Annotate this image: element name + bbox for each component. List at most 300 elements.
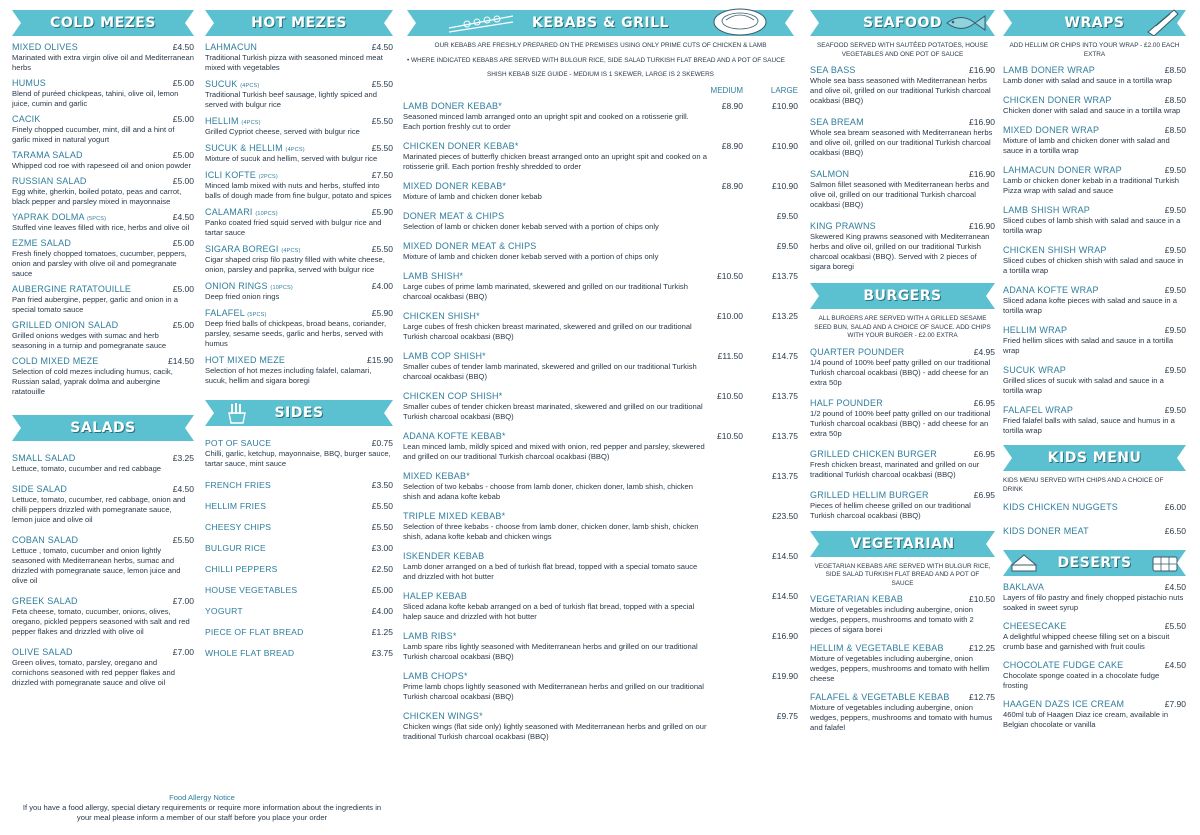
menu-item-row <box>205 116 393 126</box>
baklava-icon <box>1150 551 1180 575</box>
kebab-item <box>403 511 798 542</box>
item-name-text: MIXED OLIVES <box>12 42 78 52</box>
menu-item-description: Deep fried balls of chickpeas, broad beans, coriander, parsley, sesame seeds, garlic and herbs, served with humus <box>205 319 387 348</box>
seafood-banner <box>810 10 995 36</box>
kebab-item-description: Smaller cubes of tender chicken breast marinated, skewered and grilled on our traditional Turkish charcoal ocakbasi (BBQ) <box>403 401 703 421</box>
item-quantity: (2PCS) <box>258 174 278 180</box>
menu-item-price: £9.50 <box>1164 285 1186 295</box>
item-name-text: HELLIM & VEGETABLE KEBAB <box>810 643 944 653</box>
cold-mezes-title: COLD MEZES <box>50 15 156 31</box>
menu-item <box>810 65 995 106</box>
menu-item-description: Fried falafel balls with salad, sauce and humus in a tortilla wrap <box>1003 416 1175 435</box>
wraps-list <box>1003 65 1186 436</box>
item-name-text: COBAN SALAD <box>12 535 79 545</box>
kebab-item-row <box>403 211 798 221</box>
wraps-title: WRAPS <box>1064 15 1125 31</box>
menu-item-row <box>810 643 995 653</box>
menu-item <box>1003 405 1186 436</box>
item-name-text: FRENCH FRIES <box>205 480 271 490</box>
menu-item-row <box>810 594 995 604</box>
menu-item-description: Feta cheese, tomato, cucumber, onions, olives, oregano, pickled peppers seasoned with salt and red pepper flakes and drizzled with olive oil <box>12 607 190 636</box>
menu-item-price: £9.50 <box>1164 245 1186 255</box>
kebab-item-row <box>403 101 798 111</box>
menu-item-price: £9.50 <box>1164 325 1186 335</box>
menu-item-name <box>12 453 75 463</box>
menu-item-description: Panko coated fried squid served with bulgur rice and tartar sauce <box>205 218 382 237</box>
menu-item-price: £5.50 <box>371 244 393 254</box>
item-quantity: (10PCS) <box>255 211 278 217</box>
menu-item <box>205 648 393 658</box>
item-name-text: HOT MIXED MEZE <box>205 355 286 365</box>
menu-item-description: Mixture of sucuk and hellim, served with bulgur rice <box>205 154 378 163</box>
menu-item-row <box>810 490 995 500</box>
menu-item <box>205 170 393 201</box>
menu-item-row <box>1003 285 1186 295</box>
menu-item-description: Lettuce, tomato, cucumber, red cabbage, onion and chilli peppers drizzled with pomegranate sauce, lemon juice and olive oil <box>12 495 186 524</box>
menu-item-price: £6.95 <box>973 448 995 459</box>
seafood-list <box>810 65 995 272</box>
kebab-item-name: ADANA KOFTE KEBAB* <box>403 430 506 441</box>
menu-item-name <box>1003 325 1067 335</box>
menu-item-row <box>205 308 393 318</box>
menu-item-price: £3.75 <box>371 648 393 658</box>
menu-item-price: £5.50 <box>371 116 393 126</box>
kebab-item <box>403 101 798 132</box>
burgers-title: BURGERS <box>863 288 942 304</box>
menu-item-price: £15.90 <box>367 355 393 365</box>
menu-item-name <box>205 281 293 291</box>
menu-item-price: £5.50 <box>371 143 393 153</box>
menu-item-name <box>1003 285 1099 295</box>
menu-item-row <box>12 176 194 186</box>
menu-item-name <box>205 42 257 52</box>
menu-item-price: £3.50 <box>371 480 393 490</box>
kebab-item-name: ISKENDER KEBAB <box>403 550 485 561</box>
menu-item-name <box>810 594 903 604</box>
menu-item-row <box>1003 95 1186 105</box>
menu-item-price: £0.75 <box>371 438 393 448</box>
menu-item-name <box>12 238 71 248</box>
kebab-item-description: Smaller cubes of tender lamb marinated, skewered and grilled on our traditional Turkish charcoal ocakbasi (BBQ) <box>403 361 697 381</box>
menu-item <box>12 42 194 73</box>
menu-item-price: £5.50 <box>172 535 194 545</box>
menu-item-description: Sliced cubes of chicken shish with salad and sauce in a tortilla wrap <box>1003 256 1184 275</box>
menu-item-row <box>205 480 393 490</box>
menu-item <box>1003 502 1186 512</box>
menu-item-name <box>1003 365 1066 375</box>
kebab-item-description: Selection of two kebabs - choose from lamb doner, chicken doner, lamb shish, chicken shish and adana kofte kebab <box>403 481 693 501</box>
item-name-text: CHICKEN SHISH WRAP <box>1003 245 1107 255</box>
kebab-item-name: HALEP KEBAB <box>403 590 468 601</box>
menu-item-description: Mixture of lamb and chicken doner with salad and sauce in a tortilla wrap <box>1003 136 1170 155</box>
menu-item-description: Egg white, gherkin, boiled potato, peas and carrot, black pepper and parsley mixed in mayonnaise <box>12 187 182 206</box>
menu-item-price: £7.50 <box>371 170 393 180</box>
kebab-medium-price: £8.90 <box>721 100 743 111</box>
kebab-item-row <box>403 591 798 601</box>
menu-item <box>810 398 995 439</box>
menu-item-row <box>1003 526 1186 536</box>
menu-item-row <box>205 501 393 511</box>
menu-item-row <box>1003 205 1186 215</box>
kebab-large-price: £13.75 <box>772 430 798 441</box>
menu-item-row <box>1003 660 1186 670</box>
item-name-text: YOGURT <box>205 606 243 616</box>
menu-item-description: Whipped cod roe with rapeseed oil and onion powder <box>12 161 191 170</box>
menu-item-row <box>205 170 393 180</box>
item-name-text: SUCUK & HELLIM <box>205 143 283 153</box>
kebab-item <box>403 241 798 262</box>
burgers-list <box>810 347 995 521</box>
kebab-item <box>403 591 798 622</box>
item-name-text: VEGETARIAN KEBAB <box>810 594 904 604</box>
menu-item <box>12 238 194 279</box>
menu-item-name <box>810 398 883 408</box>
menu-item-price: £7.00 <box>172 647 194 657</box>
kebab-item-description: Seasoned minced lamb arranged onto an upright spit and cooked on a rotisserie grill. Each portion freshly cut to order <box>403 111 689 131</box>
menu-item-row <box>1003 621 1186 631</box>
menu-item-name <box>1003 245 1107 255</box>
menu-item-description: 1/2 pound of 100% beef patty grilled on our traditional Turkish charcoal ocakbasi (BBQ) - add cheese for an extra 50p <box>810 408 991 438</box>
sides-list <box>205 438 393 658</box>
kebabs-note-3: SHISH KEBAB SIZE GUIDE - MEDIUM IS 1 SKEWER, LARGE IS 2 SKEWERS <box>487 71 714 78</box>
kebab-item-row <box>403 391 798 401</box>
menu-item-row <box>810 65 995 75</box>
item-name-text: CHICKEN DONER WRAP <box>1003 95 1112 105</box>
menu-item-row <box>205 543 393 553</box>
menu-item-row <box>205 564 393 574</box>
skewers-icon <box>447 12 517 34</box>
menu-item-description: Chicken doner with salad and sauce in a tortilla wrap <box>1003 106 1181 115</box>
vegetarian-list <box>810 594 995 733</box>
menu-item-row <box>1003 325 1186 335</box>
menu-item-name <box>205 522 271 532</box>
item-name-text: HOUSE VEGETABLES <box>205 585 298 595</box>
menu-item-description: Fried hellim slices with salad and sauce in a tortilla wrap <box>1003 336 1174 355</box>
menu-item-name <box>810 643 944 653</box>
wraps-note: ADD HELLIM OR CHIPS INTO YOUR WRAP - £2.00 EACH EXTRA <box>1009 42 1180 58</box>
menu-item-name <box>1003 405 1073 415</box>
menu-item-row <box>205 585 393 595</box>
menu-item-name <box>12 114 41 124</box>
seafood-title: SEAFOOD <box>863 15 942 31</box>
kebab-item-name: TRIPLE MIXED KEBAB* <box>403 510 506 521</box>
menu-item-price: £4.50 <box>371 42 393 52</box>
item-name-text: CHEESECAKE <box>1003 621 1067 631</box>
menu-item-name <box>12 42 78 52</box>
kebab-item-row <box>403 631 798 641</box>
menu-item-row <box>12 356 194 366</box>
menu-item <box>205 564 393 574</box>
column-wraps-kids-deserts <box>1003 10 1186 829</box>
menu-item <box>12 596 194 637</box>
menu-item-price: £6.95 <box>973 397 995 408</box>
kebab-large-price: £13.75 <box>772 470 798 481</box>
kebab-item-row <box>403 351 798 361</box>
menu-item-name <box>12 320 118 330</box>
kebab-item-row <box>403 271 798 281</box>
deserts-list <box>1003 582 1186 730</box>
kebab-large-price: £13.25 <box>772 310 798 321</box>
kebab-item-row <box>403 511 798 521</box>
kebab-item-row <box>403 181 798 191</box>
menu-item-name <box>1003 502 1118 512</box>
menu-item <box>12 484 194 525</box>
menu-item-price: £7.00 <box>172 596 194 606</box>
menu-item-row <box>12 212 194 222</box>
menu-item-price: £16.90 <box>969 221 995 231</box>
menu-item-row <box>1003 365 1186 375</box>
kebab-item-description: Sliced adana kofte kebab arranged on a bed of turkish flat bread, topped with a special halep sauce and drizzled with hot butter <box>403 601 695 621</box>
menu-item-price: £8.50 <box>1164 95 1186 105</box>
menu-item-price: £5.50 <box>371 501 393 511</box>
kebab-item-description: Large cubes of fresh chicken breast marinated, skewered and grilled on our traditional Turkish charcoal ocakbasi (BBQ) <box>403 321 692 341</box>
deserts-banner <box>1003 550 1186 576</box>
kebab-item-name: MIXED DONER KEBAB* <box>403 180 507 191</box>
item-quantity: (5PCS) <box>247 312 267 318</box>
item-name-text: SEA BASS <box>810 65 856 75</box>
column-hot-mezes-sides <box>205 10 393 829</box>
menu-item-row <box>12 150 194 160</box>
item-name-text: SEA BREAM <box>810 117 864 127</box>
menu-item-row <box>810 221 995 231</box>
menu-item <box>12 647 194 688</box>
menu-item-row <box>205 522 393 532</box>
menu-item-description: Grilled onions wedges with sumac and herb seasoning in a turnip and pomegranate sauce <box>12 331 167 350</box>
kebab-large-price: £14.50 <box>772 590 798 601</box>
menu-item-name <box>205 355 285 365</box>
item-name-text: QUARTER POUNDER <box>810 346 905 357</box>
item-name-text: HUMUS <box>12 78 46 88</box>
menu-item-description: Selection of cold mezes including humus, cacik, Russian salad, yaprak dolma and aubergine ratatouille <box>12 367 173 396</box>
kebab-item-description: Selection of lamb or chicken doner kebab served with a portion of chips only <box>403 221 659 231</box>
menu-item <box>810 594 995 635</box>
menu-item-name <box>12 150 83 160</box>
menu-item-price: £7.90 <box>1164 699 1186 709</box>
kebab-item-name: MIXED KEBAB* <box>403 470 470 481</box>
menu-item <box>810 347 995 388</box>
menu-item-row <box>810 692 995 702</box>
menu-item <box>205 585 393 595</box>
menu-item-price: £5.00 <box>172 78 194 88</box>
menu-item-price: £4.50 <box>1164 660 1186 670</box>
menu-item <box>1003 660 1186 691</box>
menu-item-row <box>12 596 194 606</box>
menu-item-row <box>810 117 995 127</box>
menu-item-price: £2.50 <box>371 564 393 574</box>
menu-item-row <box>12 453 194 463</box>
wraps-banner <box>1003 10 1186 36</box>
item-name-text: ONION RINGS <box>205 281 268 291</box>
item-name-text: COLD MIXED MEZE <box>12 356 99 366</box>
dessert-icon <box>1009 551 1039 575</box>
menu-item-price: £6.95 <box>973 489 995 500</box>
item-name-text: WHOLE FLAT BREAD <box>205 648 295 658</box>
menu-item <box>205 42 393 73</box>
menu-item-name <box>12 78 46 88</box>
kebab-item-name: CHICKEN COP SHISH* <box>403 390 503 401</box>
menu-item <box>1003 65 1186 86</box>
menu-item-price: £14.50 <box>168 356 194 366</box>
menu-item-name <box>205 170 278 180</box>
item-name-text: CHEESY CHIPS <box>205 522 272 532</box>
menu-item-row <box>12 535 194 545</box>
vegetarian-title: VEGETARIAN <box>850 535 955 552</box>
menu-item-price: £9.50 <box>1164 165 1186 175</box>
kebab-item <box>403 211 798 232</box>
kebab-item <box>403 351 798 382</box>
kebab-item-row <box>403 241 798 251</box>
kebab-item <box>403 311 798 342</box>
item-name-text: GRILLED CHICKEN BURGER <box>810 448 937 459</box>
menu-item-row <box>205 42 393 52</box>
menu-item <box>12 176 194 207</box>
menu-item <box>1003 165 1186 196</box>
menu-item-name <box>1003 526 1089 536</box>
menu-item-description: Chilli, garlic, ketchup, mayonnaise, BBQ, burger sauce, tartar sauce, mint sauce <box>205 449 391 468</box>
kebab-medium-price: £10.50 <box>717 270 743 281</box>
menu-item-row <box>12 647 194 657</box>
kebab-item <box>403 181 798 202</box>
item-name-text: OLIVE SALAD <box>12 647 73 657</box>
menu-item <box>1003 621 1186 652</box>
vegetarian-note: VEGETARIAN KEBABS ARE SERVED WITH BULGUR RICE, SIDE SALAD TURKISH FLAT BREAD AND A POT OF SAUCE <box>814 562 991 587</box>
large-header: LARGE <box>770 85 798 95</box>
item-name-text: LAHMACUN DONER WRAP <box>1003 165 1122 175</box>
item-name-text: SALMON <box>810 169 850 179</box>
menu-item-name <box>205 244 301 254</box>
fish-icon <box>943 12 987 34</box>
item-name-text: PIECE OF FLAT BREAD <box>205 627 304 637</box>
menu-item-description: 1/4 pound of 100% beef patty grilled on our traditional Turkish charcoal ocakbasi (BBQ) - add cheese for an extra 50p <box>810 357 991 387</box>
menu-item-name <box>810 117 864 127</box>
kebab-large-price: £19.90 <box>772 670 798 681</box>
kebab-item <box>403 431 798 462</box>
menu-item-price: £5.00 <box>172 176 194 186</box>
menu-item-name <box>1003 165 1122 175</box>
burgers-note: ALL BURGERS ARE SERVED WITH A GRILLED SESAME SEED BUN, SALAD AND A CHOICE OF SAUCE. ADD CHIPS WITH YOUR BURGER - £2.00 EXTRA <box>814 315 991 339</box>
menu-item-name <box>205 627 304 637</box>
menu-item-description: Skewered King prawns seasoned with Mediterranean herbs and olive oil, grilled on our traditional Turkish charcoal ocakbasi (BBQ). Served with 2 pieces of sigara boregi <box>810 232 990 271</box>
menu-item <box>1003 699 1186 730</box>
menu-item-name <box>205 606 243 616</box>
vegetarian-banner <box>810 531 995 557</box>
kebab-large-price: £13.75 <box>772 390 798 401</box>
menu-item <box>810 643 995 684</box>
menu-item-description: Lamb or chicken doner kebab in a traditional Turkish Pizza wrap with salad and sauce <box>1003 176 1180 195</box>
salads-title: SALADS <box>70 420 136 436</box>
menu-item-description: Whole sea bream seasoned with Mediterranean herbs and olive oil, grilled on our traditional Turkish charcoal ocakbasi (BBQ) <box>810 128 993 157</box>
menu-item <box>205 116 393 137</box>
item-name-text: TARAMA SALAD <box>12 150 83 160</box>
menu-item-name <box>1003 95 1112 105</box>
menu-item-row <box>1003 245 1186 255</box>
menu-item-name <box>12 212 106 222</box>
menu-item-description: Grilled Cypriot cheese, served with bulgur rice <box>205 127 360 136</box>
menu-item <box>12 212 194 233</box>
menu-item-name <box>205 585 297 595</box>
kebab-item <box>403 391 798 422</box>
menu-item-row <box>205 207 393 217</box>
menu-item <box>12 284 194 315</box>
item-name-text: SMALL SALAD <box>12 453 76 463</box>
menu-item <box>205 606 393 616</box>
item-name-text: EZME SALAD <box>12 238 72 248</box>
kebab-item <box>403 141 798 172</box>
item-name-text: FALAFEL WRAP <box>1003 405 1074 415</box>
kebab-item-row <box>403 141 798 151</box>
menu-item-name <box>205 438 271 448</box>
kebab-item-row <box>403 711 798 721</box>
item-quantity: (5PCS) <box>86 216 107 222</box>
menu-item-price: £6.50 <box>1164 526 1186 536</box>
item-name-text: HELLIM WRAP <box>1003 325 1068 335</box>
item-quantity: (4PCS) <box>240 83 260 89</box>
salads-list <box>12 453 194 688</box>
allergy-notice <box>22 785 382 823</box>
cold-mezes-banner <box>12 10 194 36</box>
menu-item-name <box>1003 65 1095 75</box>
kebabs-note-1: OUR KEBABS ARE FRESHLY PREPARED ON THE PREMISES USING ONLY PRIME CUTS OF CHICKEN & LAMB <box>434 42 767 49</box>
menu-item <box>810 449 995 480</box>
column-kebabs <box>403 10 798 829</box>
menu-item-name <box>205 564 278 574</box>
kebab-item-name: CHICKEN DONER KEBAB* <box>403 140 519 151</box>
kebab-item <box>403 671 798 702</box>
item-name-text: SIGARA BOREGI <box>205 244 279 254</box>
menu-item-row <box>810 169 995 179</box>
menu-item-name <box>1003 621 1067 631</box>
menu-item <box>205 355 393 386</box>
item-name-text: BAKLAVA <box>1003 582 1045 592</box>
column-seafood-burgers-veg <box>810 10 995 829</box>
menu-item-price: £5.90 <box>371 207 393 217</box>
menu-item-price: £5.00 <box>172 114 194 124</box>
kebab-item-row <box>403 551 798 561</box>
item-name-text: CALAMARI <box>205 207 253 217</box>
item-name-text: MIXED DONER WRAP <box>1003 125 1100 135</box>
item-quantity: (10PCS) <box>270 285 293 291</box>
item-name-text: SIDE SALAD <box>12 484 68 494</box>
kebab-item <box>403 631 798 662</box>
menu-item-description: Whole sea bass seasoned with Mediterranean herbs and olive oil, grilled on our traditional Turkish charcoal ocakbasi (BBQ) <box>810 76 991 105</box>
menu-item <box>205 143 393 164</box>
menu-item <box>205 281 393 302</box>
kebab-item-description: Prime lamb chops lightly seasoned with Mediterranean herbs and grilled on our traditional Turkish charcoal ocakbasi (BBQ) <box>403 681 704 701</box>
menu-item <box>205 79 393 110</box>
item-name-text: KING PRAWNS <box>810 221 876 231</box>
kebab-item-description: Chicken wings (flat side only) lightly seasoned with Mediterranean herbs and grilled on our traditional Turkish charcoal ocakbasi (BBQ) <box>403 721 707 741</box>
item-name-text: LAHMACUN <box>205 42 258 52</box>
menu-item-row <box>205 143 393 153</box>
menu-item <box>12 453 194 474</box>
kebab-item-name: LAMB RIBS* <box>403 630 457 641</box>
menu-item <box>205 207 393 238</box>
item-name-text: CHOCOLATE FUDGE CAKE <box>1003 660 1124 670</box>
menu-item-name <box>1003 699 1124 709</box>
menu-item-name <box>810 347 904 357</box>
item-name-text: RUSSIAN SALAD <box>12 176 87 186</box>
kebab-item-description: Lamb spare ribs lightly seasoned with Mediterranean herbs and grilled on our traditional Turkish charcoal ocakbasi (BBQ) <box>403 641 698 661</box>
kebab-medium-price: £10.50 <box>717 430 743 441</box>
kebab-item-description: Mixture of lamb and chicken doner kebab served with a portion of chips only <box>403 251 659 261</box>
kebabs-title: KEBABS & GRILL <box>532 15 669 31</box>
kebab-item-row <box>403 431 798 441</box>
menu-item <box>1003 245 1186 276</box>
fries-icon <box>227 402 247 424</box>
menu-item-row <box>1003 699 1186 709</box>
menu-item-price: £4.50 <box>172 212 194 222</box>
menu-item-name <box>12 356 99 366</box>
